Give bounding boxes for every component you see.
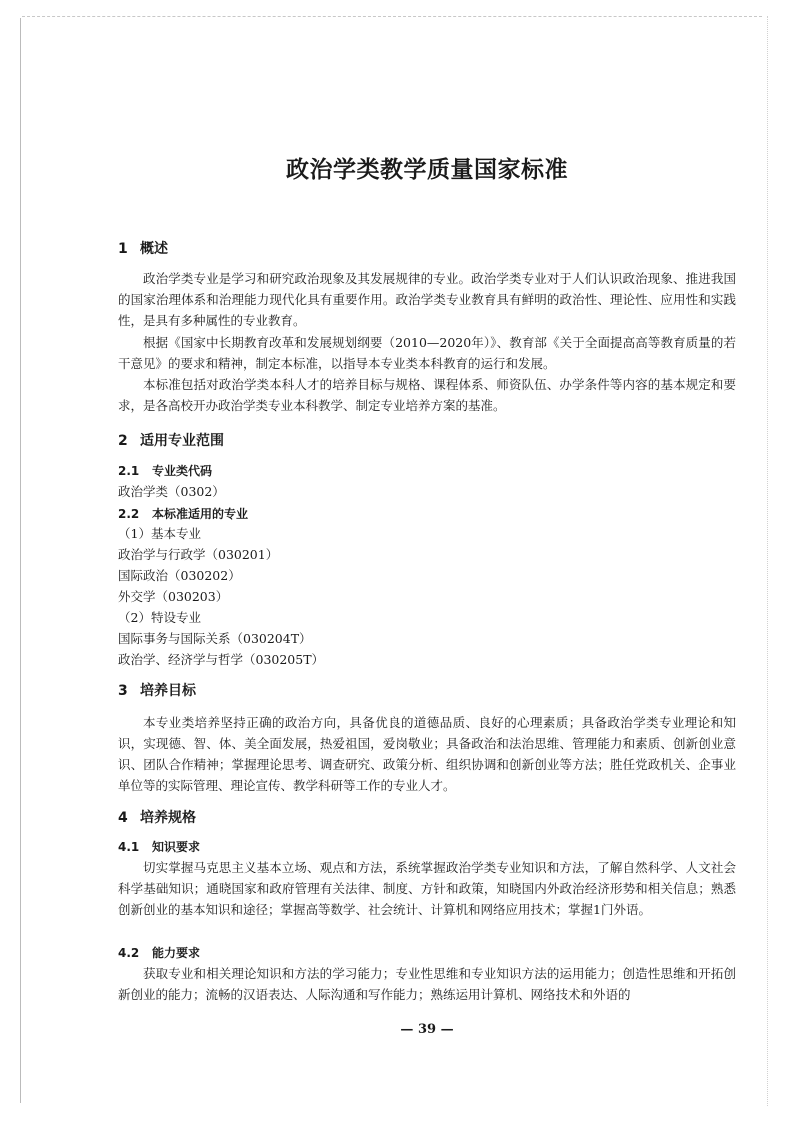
subsection-title: 专业类代码 <box>152 464 213 478</box>
section-number: 2 <box>118 433 128 449</box>
section-title: 培养目标 <box>140 683 196 699</box>
paragraph: 获取专业和相关理论知识和方法的学习能力；专业性思维和专业知识方法的运用能力；创造性思维和开拓创新创业的能力；流畅的汉语表达、人际沟通和写作能力；熟练运用计算机、网络技术和外语的 <box>118 966 736 1002</box>
subsection-title: 知识要求 <box>152 840 201 854</box>
section-title: 概述 <box>140 241 168 257</box>
scan-edge-top <box>22 16 762 17</box>
section-4-heading <box>118 807 196 827</box>
section-title: 适用专业范围 <box>140 433 224 449</box>
subsection-number: 2.2 <box>118 507 140 521</box>
paragraph: 本专业类培养坚持正确的政治方向，具备优良的道德品质、良好的心理素质；具备政治学类专业理论和知识，实现德、智、体、美全面发展，热爱祖国，爱岗敬业；具备政治和法治思维、管理能力和素质、创新创业意识、团队合作精神；掌握理论思考、调查研究、政策分析、组织协调和创新创业等方法；胜任党政机关、企事业单位等的实际管理、理论宣传、教学科研等工作的专业人才。 <box>118 715 736 793</box>
list-item: 国际政治（030202） <box>118 568 241 583</box>
subsection-2-2-heading <box>118 505 248 522</box>
section-2-heading <box>118 430 224 450</box>
list-item: 政治学与行政学（030201） <box>118 547 279 562</box>
subsection-number: 4.2 <box>118 946 140 960</box>
list-item: 政治学、经济学与哲学（030205T） <box>118 652 325 667</box>
list-item: （2）特设专业 <box>118 610 201 625</box>
section-number: 3 <box>118 683 128 699</box>
list-item: 政治学类（0302） <box>118 484 225 499</box>
subsection-2-1-heading <box>118 462 212 479</box>
list-item: 外交学（030203） <box>118 589 229 604</box>
subsection-title: 本标准适用的专业 <box>152 507 249 521</box>
list-item: 国际事务与国际关系（030204T） <box>118 631 312 646</box>
subsection-number: 2.1 <box>118 464 140 478</box>
subsection-4-1-heading <box>118 838 200 855</box>
list-item: （1）基本专业 <box>118 526 201 541</box>
document-title: 政治学类教学质量国家标准 <box>286 156 568 183</box>
section-number: 4 <box>118 810 128 826</box>
section-3-heading <box>118 680 196 700</box>
section-number: 1 <box>118 241 128 257</box>
subsection-number: 4.1 <box>118 840 140 854</box>
paragraph: 切实掌握马克思主义基本立场、观点和方法，系统掌握政治学类专业知识和方法，了解自然科学、人文社会科学基础知识；通晓国家和政府管理有关法律、制度、方针和政策，知晓国内外政治经济形势和相关信息；熟悉创新创业的基本知识和途径；掌握高等数学、社会统计、计算机和网络应用技术；掌握1门外语。 <box>118 860 736 917</box>
subsection-4-2-heading <box>118 944 200 961</box>
scan-edge-right <box>766 16 768 1106</box>
section-title: 培养规格 <box>140 810 196 826</box>
scan-edge-left <box>20 18 21 1103</box>
subsection-title: 能力要求 <box>152 946 201 960</box>
paragraph: 根据《国家中长期教育改革和发展规划纲要（2010—2020年）》、教育部《关于全面提高高等教育质量的若干意见》的要求和精神，制定本标准，以指导本专业类本科教育的运行和发展。 <box>118 335 736 371</box>
section-1-heading <box>118 238 168 258</box>
paragraph: 本标准包括对政治学类本科人才的培养目标与规格、课程体系、师资队伍、办学条件等内容的基本规定和要求，是各高校开办政治学类专业本科教学、制定专业培养方案的基准。 <box>118 377 736 413</box>
page-number: — 39 — <box>400 1022 454 1037</box>
paragraph: 政治学类专业是学习和研究政治现象及其发展规律的专业。政治学类专业对于人们认识政治现象、推进我国的国家治理体系和治理能力现代化具有重要作用。政治学类专业教育具有鲜明的政治性、理论性、应用性和实践性，是具有多种属性的专业教育。 <box>118 271 736 328</box>
